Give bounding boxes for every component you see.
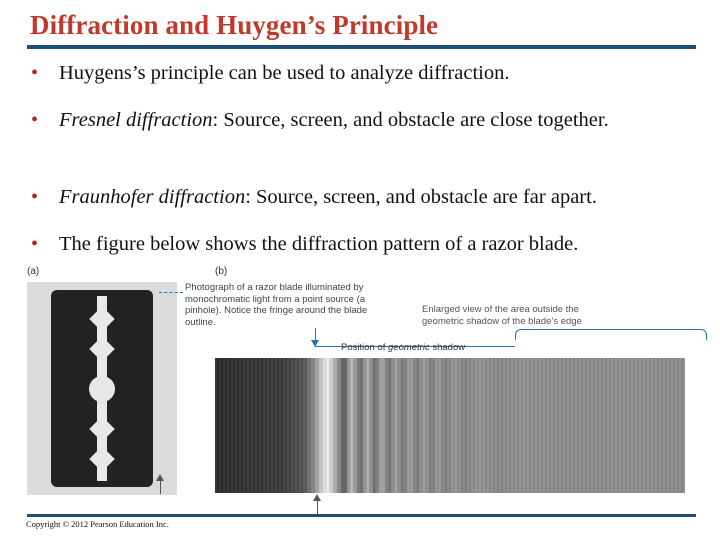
bullet-dot-icon: •	[31, 186, 39, 208]
razor-blade-photo	[27, 282, 177, 495]
enlarged-area-bracket	[515, 329, 707, 340]
copyright-notice: Copyright © 2012 Pearson Education Inc.	[26, 519, 169, 529]
bullet-term: Fraunhofer diffraction	[59, 186, 246, 208]
position-label-term: geometric	[388, 342, 430, 353]
position-label-prefix: Position of	[341, 342, 388, 353]
bullet-text: Huygens’s principle can be used to analyze diffraction.	[59, 62, 510, 84]
bullet-item	[31, 107, 701, 133]
geometric-shadow-label	[341, 342, 465, 353]
figure-label-a: (a)	[27, 266, 40, 277]
bullet-item	[31, 184, 701, 210]
photo-annotation: Photograph of a razor blade illuminated by monochromatic light from a point source (a pinhole). Notice the fringe around the blade outline.	[185, 282, 368, 328]
bullet-item	[31, 231, 701, 257]
blade-notch	[89, 336, 114, 361]
position-label-suffix: shadow	[429, 342, 466, 353]
blade-notch	[89, 446, 114, 471]
slide-title: Diffraction and Huygen’s Principle	[30, 10, 439, 40]
figure-label-b: (b)	[215, 266, 228, 277]
callout-line	[159, 292, 183, 293]
bullet-dot-icon: •	[31, 233, 39, 255]
bullet-dot-icon: •	[31, 109, 39, 131]
enlarged-view-annotation: Enlarged view of the area outside the geometric shadow of the blade’s edge	[422, 304, 582, 327]
bullet-term: Fresnel diffraction	[59, 109, 213, 131]
blade-notch	[89, 306, 114, 331]
bullet-dot-icon: •	[31, 62, 39, 84]
blade-center-hole	[89, 376, 115, 402]
blade-notch	[89, 416, 114, 441]
title-underline	[27, 45, 696, 49]
up-arrow-icon	[313, 494, 321, 501]
up-arrow-icon	[156, 474, 164, 481]
diffraction-fringe-pattern	[215, 358, 685, 493]
bullet-item	[31, 60, 701, 86]
bullet-text: The figure below shows the diffraction pattern of a razor blade.	[59, 233, 579, 255]
bullet-text	[59, 107, 701, 133]
razor-blade-shape	[51, 290, 153, 487]
footer-rule	[27, 514, 696, 517]
razor-blade-diffraction-figure	[25, 262, 695, 515]
bullet-definition: : Source, screen, and obstacle are close together.	[212, 109, 609, 131]
bullet-text	[59, 184, 701, 210]
bullet-definition: : Source, screen, and obstacle are far apart.	[245, 186, 597, 208]
